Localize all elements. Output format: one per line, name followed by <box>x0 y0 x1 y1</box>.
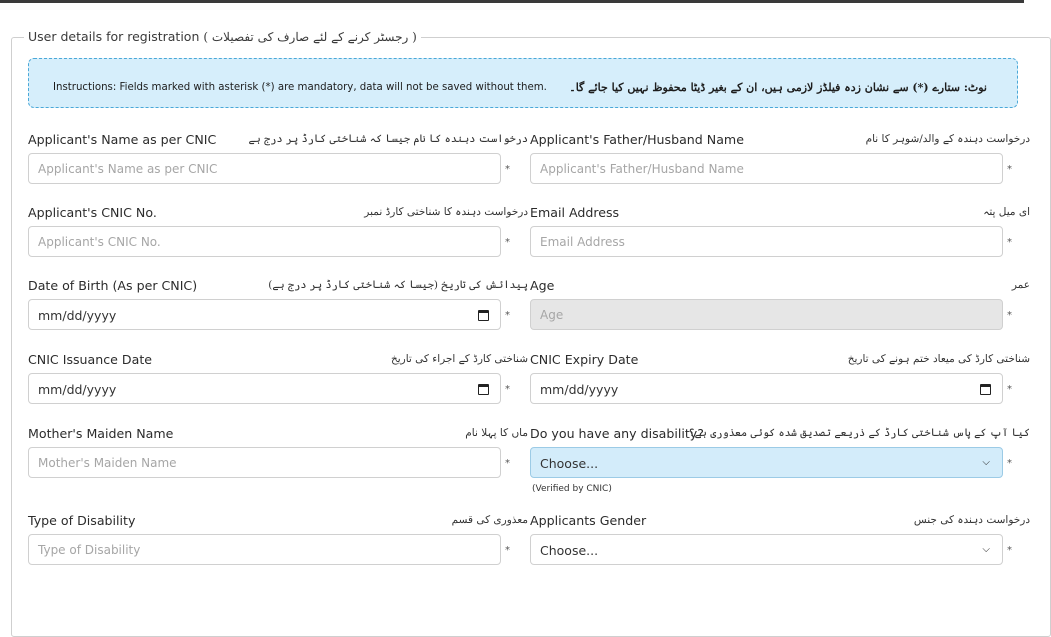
dob-label: Date of Birth (As per CNIC) <box>28 278 198 293</box>
cnic-label-urdu: درخواست دہندہ کا شناختی کارڈ نمبر <box>364 206 528 218</box>
required-marker: * <box>505 237 510 248</box>
dob-date-input[interactable] <box>28 299 501 330</box>
required-marker: * <box>505 164 510 175</box>
calendar-icon[interactable] <box>478 384 489 395</box>
expiry-date-label-urdu: شناختی کارڈ کی میعاد ختم ہونے کی تاریخ <box>847 353 1030 365</box>
required-marker: * <box>1007 384 1012 395</box>
age-input: Age <box>530 299 1003 330</box>
required-marker: * <box>505 545 510 556</box>
required-marker: * <box>1007 545 1012 556</box>
gender-label: Applicants Gender <box>530 513 647 528</box>
disability-type-field <box>28 513 528 573</box>
required-marker: * <box>1007 310 1012 321</box>
age-label: Age <box>530 278 555 293</box>
mother-name-label: Mother's Maiden Name <box>28 426 174 441</box>
email-field <box>530 205 1030 265</box>
expiry-date-field <box>530 352 1030 412</box>
chevron-down-icon: ⌵ <box>982 544 990 555</box>
applicant-name-label-urdu: درخواست دہندہ کا نام جیسا کہ شناختی کارڈ پر درج ہے <box>248 133 528 145</box>
instructions-text-urdu: نوٹ: ستارے (*) سے نشان زدہ فیلڈز لازمی ہیں، ان کے بغیر ڈیٹا محفوظ نہیں کیا جائے گا۔ <box>569 81 987 94</box>
gender-label-urdu: درخواست دہندہ کی جنس <box>913 514 1030 526</box>
applicant-name-input[interactable]: Applicant's Name as per CNIC <box>28 153 501 184</box>
top-edge-line <box>0 0 1024 3</box>
applicant-name-field <box>28 132 528 192</box>
issuance-date-field <box>28 352 528 412</box>
section-title-urdu: ( رجسٹر کرنے کے لئے صارف کی تفصیلات ) <box>203 30 417 44</box>
expiry-date-label: CNIC Expiry Date <box>530 352 639 367</box>
instructions-text: Instructions: Fields marked with asterisk (*) are mandatory, data will not be saved without them. <box>53 82 547 93</box>
issuance-date-label-urdu: شناختی کارڈ کے اجراء کی تاریخ <box>390 353 528 365</box>
disability-field <box>530 426 1030 496</box>
instructions-notice <box>28 58 1018 108</box>
required-marker: * <box>505 458 510 469</box>
chevron-down-icon: ⌵ <box>982 457 990 468</box>
email-input[interactable]: Email Address <box>530 226 1003 257</box>
required-marker: * <box>505 384 510 395</box>
gender-select[interactable] <box>530 534 1003 565</box>
required-marker: * <box>1007 164 1012 175</box>
disability-type-input[interactable]: Type of Disability <box>28 534 501 565</box>
calendar-icon[interactable] <box>478 310 489 321</box>
age-label-urdu: عمر <box>1011 279 1030 291</box>
mother-name-input[interactable]: Mother's Maiden Name <box>28 447 501 478</box>
cnic-label: Applicant's CNIC No. <box>28 205 157 220</box>
section-title: User details for registration <box>28 29 200 44</box>
father-name-label: Applicant's Father/Husband Name <box>530 132 744 147</box>
gender-field <box>530 513 1030 573</box>
required-marker: * <box>1007 237 1012 248</box>
required-marker: * <box>1007 458 1012 469</box>
dob-label-urdu: پیدائش کی تاریخ (جیسا کہ شناختی کارڈ پر درج ہے) <box>268 279 528 291</box>
father-name-field <box>530 132 1030 192</box>
mother-name-field <box>28 426 528 486</box>
gender-select-value: Choose... <box>540 543 599 558</box>
father-name-label-urdu: درخواست دہندہ کے والد/شوہر کا نام <box>865 133 1030 145</box>
dob-field <box>28 278 528 338</box>
age-field <box>530 278 1030 338</box>
cnic-field <box>28 205 528 265</box>
cnic-input[interactable]: Applicant's CNIC No. <box>28 226 501 257</box>
disability-hint: (Verified by CNIC) <box>532 484 612 494</box>
email-label: Email Address <box>530 205 620 220</box>
disability-select[interactable] <box>530 447 1003 478</box>
disability-label: Do you have any disability? <box>530 426 704 441</box>
disability-label-urdu: کیا آپ کے پاس شناختی کارڈ کے ذریعے تصدیق شدہ کوئی معذوری ہے؟ <box>688 427 1030 439</box>
expiry-date-input[interactable] <box>530 373 1003 404</box>
issuance-date-label: CNIC Issuance Date <box>28 352 153 367</box>
required-marker: * <box>505 310 510 321</box>
email-label-urdu: ای میل پتہ <box>983 206 1030 218</box>
issuance-date-input[interactable] <box>28 373 501 404</box>
father-name-input[interactable]: Applicant's Father/Husband Name <box>530 153 1003 184</box>
calendar-icon[interactable] <box>980 384 991 395</box>
applicant-name-label: Applicant's Name as per CNIC <box>28 132 217 147</box>
disability-type-label: Type of Disability <box>28 513 136 528</box>
dob-date-value: mm/dd/yyyy <box>38 308 117 323</box>
section-legend <box>24 29 421 44</box>
expiry-date-value: mm/dd/yyyy <box>540 382 619 397</box>
disability-select-value: Choose... <box>540 456 599 471</box>
issuance-date-value: mm/dd/yyyy <box>38 382 117 397</box>
disability-type-label-urdu: معذوری کی قسم <box>451 514 528 526</box>
mother-name-label-urdu: ماں کا پہلا نام <box>465 427 528 439</box>
